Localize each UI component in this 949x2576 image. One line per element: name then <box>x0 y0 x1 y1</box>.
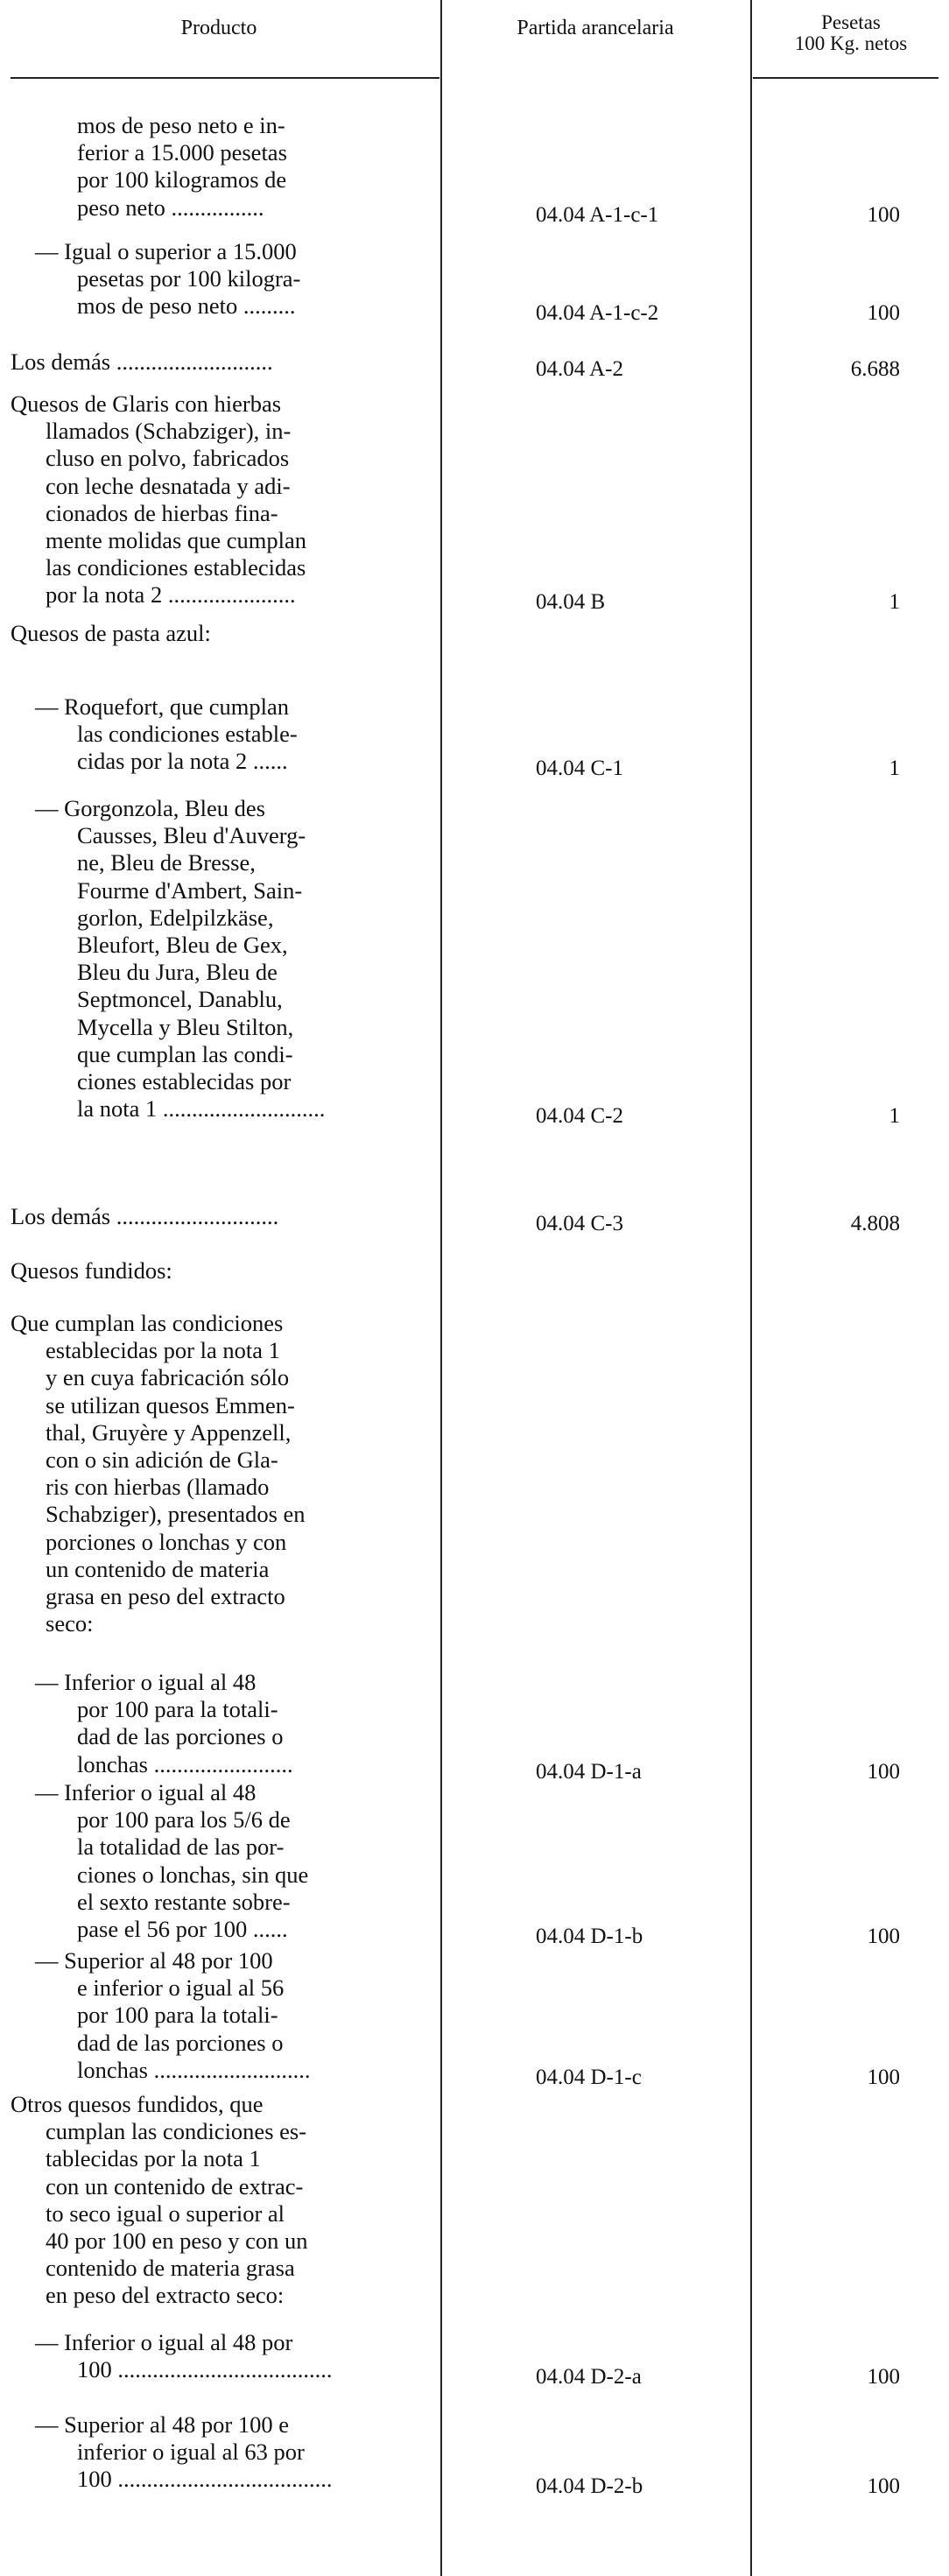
header-underline-pesetas <box>753 77 938 79</box>
description-line: Septmoncel, Danablu, <box>77 986 283 1013</box>
description-line: Bleu du Jura, Bleu de <box>77 959 278 986</box>
pesetas-value: 100 <box>867 202 900 227</box>
description-line: — Inferior o igual al 48 por <box>35 2329 293 2355</box>
tariff-code: 04.04 C-3 <box>536 1212 623 1235</box>
description-line: cumplan las condiciones es- <box>46 2118 307 2145</box>
description-line: dad de las porciones o <box>77 1723 284 1750</box>
row-description <box>35 1669 293 1778</box>
description-line: Fourme d'Ambert, Sain- <box>77 876 303 904</box>
row-description <box>11 1257 172 1284</box>
tariff-code: 04.04 C-1 <box>536 757 623 781</box>
row-description <box>11 2091 308 2310</box>
tariff-code: 04.04 C-2 <box>536 1104 623 1129</box>
description-line: porciones o lonchas y con <box>46 1528 287 1555</box>
pesetas-value: 1 <box>889 1104 900 1129</box>
row-description <box>11 1310 306 1637</box>
description-line: Schabziger), presentados en <box>46 1501 306 1528</box>
description-line: mente molidas que cumplan <box>46 527 307 554</box>
description-line: peso neto ................ <box>77 194 264 221</box>
column-divider-left <box>440 0 442 2576</box>
column-divider-right <box>750 0 752 2576</box>
description-line: por 100 para la totali- <box>77 2002 278 2029</box>
pesetas-value: 100 <box>867 2365 900 2389</box>
row-description <box>35 2329 333 2383</box>
pesetas-value: 1 <box>889 757 900 781</box>
description-line: inferior o igual al 63 por <box>77 2439 305 2466</box>
row-description <box>77 112 287 222</box>
pesetas-value: 100 <box>867 1925 900 1948</box>
description-line: la nota 1 ............................ <box>77 1095 326 1123</box>
tariff-code: 04.04 D-2-a <box>536 2365 642 2389</box>
pesetas-value: 6.688 <box>850 357 900 381</box>
row-description <box>35 1947 310 2084</box>
description-line: 100 ..................................... <box>77 2356 333 2383</box>
description-line: — Inferior o igual al 48 <box>35 1779 257 1805</box>
description-line: seco: <box>46 1610 94 1637</box>
tariff-code: 04.04 D-1-a <box>536 1759 642 1784</box>
header-pesetas-line2: 100 Kg. netos <box>794 32 908 55</box>
description-line: mos de peso neto e in- <box>77 112 285 138</box>
description-line: to seco igual o superior al <box>46 2199 285 2227</box>
row-description <box>35 2411 333 2494</box>
description-line: cidas por la nota 2 ...... <box>77 748 288 775</box>
header-partida: Partida arancelaria <box>517 17 674 39</box>
tariff-code: 04.04 A-2 <box>536 357 623 381</box>
description-line: — Igual o superior a 15.000 <box>35 238 297 264</box>
description-line: — Roquefort, que cumplan <box>35 693 289 720</box>
description-line: ferior a 15.000 pesetas <box>77 139 287 166</box>
description-line: un contenido de materia <box>46 1555 270 1582</box>
description-line: — Gorgonzola, Bleu des <box>35 795 265 821</box>
row-description <box>35 693 298 776</box>
description-line: Quesos de pasta azul: <box>11 620 211 646</box>
description-line: 40 por 100 en peso y con un <box>46 2228 308 2255</box>
header-underline-producto <box>11 77 439 79</box>
description-line: con un contenido de extrac- <box>46 2172 304 2199</box>
description-line: pase el 56 por 100 ...... <box>77 1916 288 1943</box>
description-line: Causses, Bleu d'Auverg- <box>77 822 306 849</box>
tariff-code: 04.04 A-1-c-1 <box>536 202 659 227</box>
description-line: cionados de hierbas fina- <box>46 499 278 526</box>
description-line: contenido de materia grasa <box>46 2255 295 2282</box>
header-pesetas <box>753 12 949 54</box>
description-line: con o sin adición de Gla- <box>46 1446 278 1474</box>
description-line: — Superior al 48 por 100 e <box>35 2411 289 2438</box>
tariff-code: 04.04 D-2-b <box>536 2474 643 2499</box>
tariff-code: 04.04 B <box>536 590 606 615</box>
description-line: se utilizan quesos Emmen- <box>46 1391 295 1418</box>
description-line: Los demás ............................ <box>11 1203 279 1229</box>
tariff-code: 04.04 A-1-c-2 <box>536 301 659 326</box>
description-line: en peso del extracto seco: <box>46 2282 285 2309</box>
description-line: pesetas por 100 kilogra- <box>77 265 301 292</box>
description-line: el sexto restante sobre- <box>77 1888 291 1915</box>
description-line: gorlon, Edelpilzkäse, <box>77 904 274 931</box>
description-line: tablecidas por la nota 1 <box>46 2145 261 2172</box>
description-line: Quesos fundidos: <box>11 1257 172 1284</box>
description-line: por 100 para la totali- <box>77 1696 278 1723</box>
description-line: la totalidad de las por- <box>77 1833 285 1861</box>
row-description <box>35 1779 308 1943</box>
tariff-code: 04.04 D-1-b <box>536 1925 643 1948</box>
description-line: Mycella y Bleu Stilton, <box>77 1013 294 1040</box>
description-line: Otros quesos fundidos, que <box>11 2091 264 2117</box>
description-line: dad de las porciones o <box>77 2029 284 2056</box>
description-line: establecidas por la nota 1 <box>46 1337 280 1364</box>
row-description <box>11 348 273 376</box>
description-line: lonchas ........................ <box>77 1750 293 1777</box>
row-description <box>35 795 325 1123</box>
description-line: 100 ..................................... <box>77 2466 333 2493</box>
row-description <box>35 238 300 320</box>
description-line: y en cuya fabricación sólo <box>46 1364 290 1391</box>
description-line: por 100 para los 5/6 de <box>77 1806 291 1833</box>
pesetas-value: 100 <box>867 2065 900 2089</box>
pesetas-value: 1 <box>889 590 900 615</box>
description-line: llamados (Schabziger), in- <box>46 418 292 445</box>
description-line: cluso en polvo, fabricados <box>46 445 290 472</box>
pesetas-value: 100 <box>867 1759 900 1784</box>
description-line: las condiciones estable- <box>77 721 298 748</box>
description-line: Los demás ........................... <box>11 348 273 375</box>
description-line: thal, Gruyère y Appenzell, <box>46 1418 292 1446</box>
description-line: — Superior al 48 por 100 <box>35 1947 273 1974</box>
header-pesetas-line1: Pesetas <box>821 11 881 33</box>
description-line: ris con hierbas (llamado <box>46 1474 270 1501</box>
description-line: por 100 kilogramos de <box>77 166 287 194</box>
row-description <box>11 620 211 647</box>
tariff-code: 04.04 D-1-c <box>536 2065 642 2089</box>
row-description <box>11 391 306 609</box>
description-line: con leche desnatada y adi- <box>46 472 291 499</box>
description-line: que cumplan las condi- <box>77 1040 293 1067</box>
pesetas-value: 4.808 <box>850 1212 900 1235</box>
description-line: ne, Bleu de Bresse, <box>77 849 256 876</box>
header-producto: Producto <box>180 17 257 39</box>
pesetas-value: 100 <box>867 2474 900 2499</box>
description-line: por la nota 2 ...................... <box>46 581 296 609</box>
description-line: — Inferior o igual al 48 <box>35 1669 257 1695</box>
description-line: e inferior o igual al 56 <box>77 1974 285 2002</box>
description-line: Que cumplan las condiciones <box>11 1310 284 1336</box>
description-line: las condiciones establecidas <box>46 554 306 581</box>
description-line: grasa en peso del extracto <box>46 1583 285 1610</box>
description-line: ciones o lonchas, sin que <box>77 1861 309 1888</box>
row-description <box>11 1203 278 1230</box>
description-line: Quesos de Glaris con hierbas <box>11 391 282 417</box>
description-line: Bleufort, Bleu de Gex, <box>77 932 288 959</box>
description-line: lonchas ........................... <box>77 2056 311 2083</box>
description-line: mos de peso neto ......... <box>77 292 296 320</box>
description-line: ciones establecidas por <box>77 1068 292 1095</box>
pesetas-value: 100 <box>867 301 900 326</box>
